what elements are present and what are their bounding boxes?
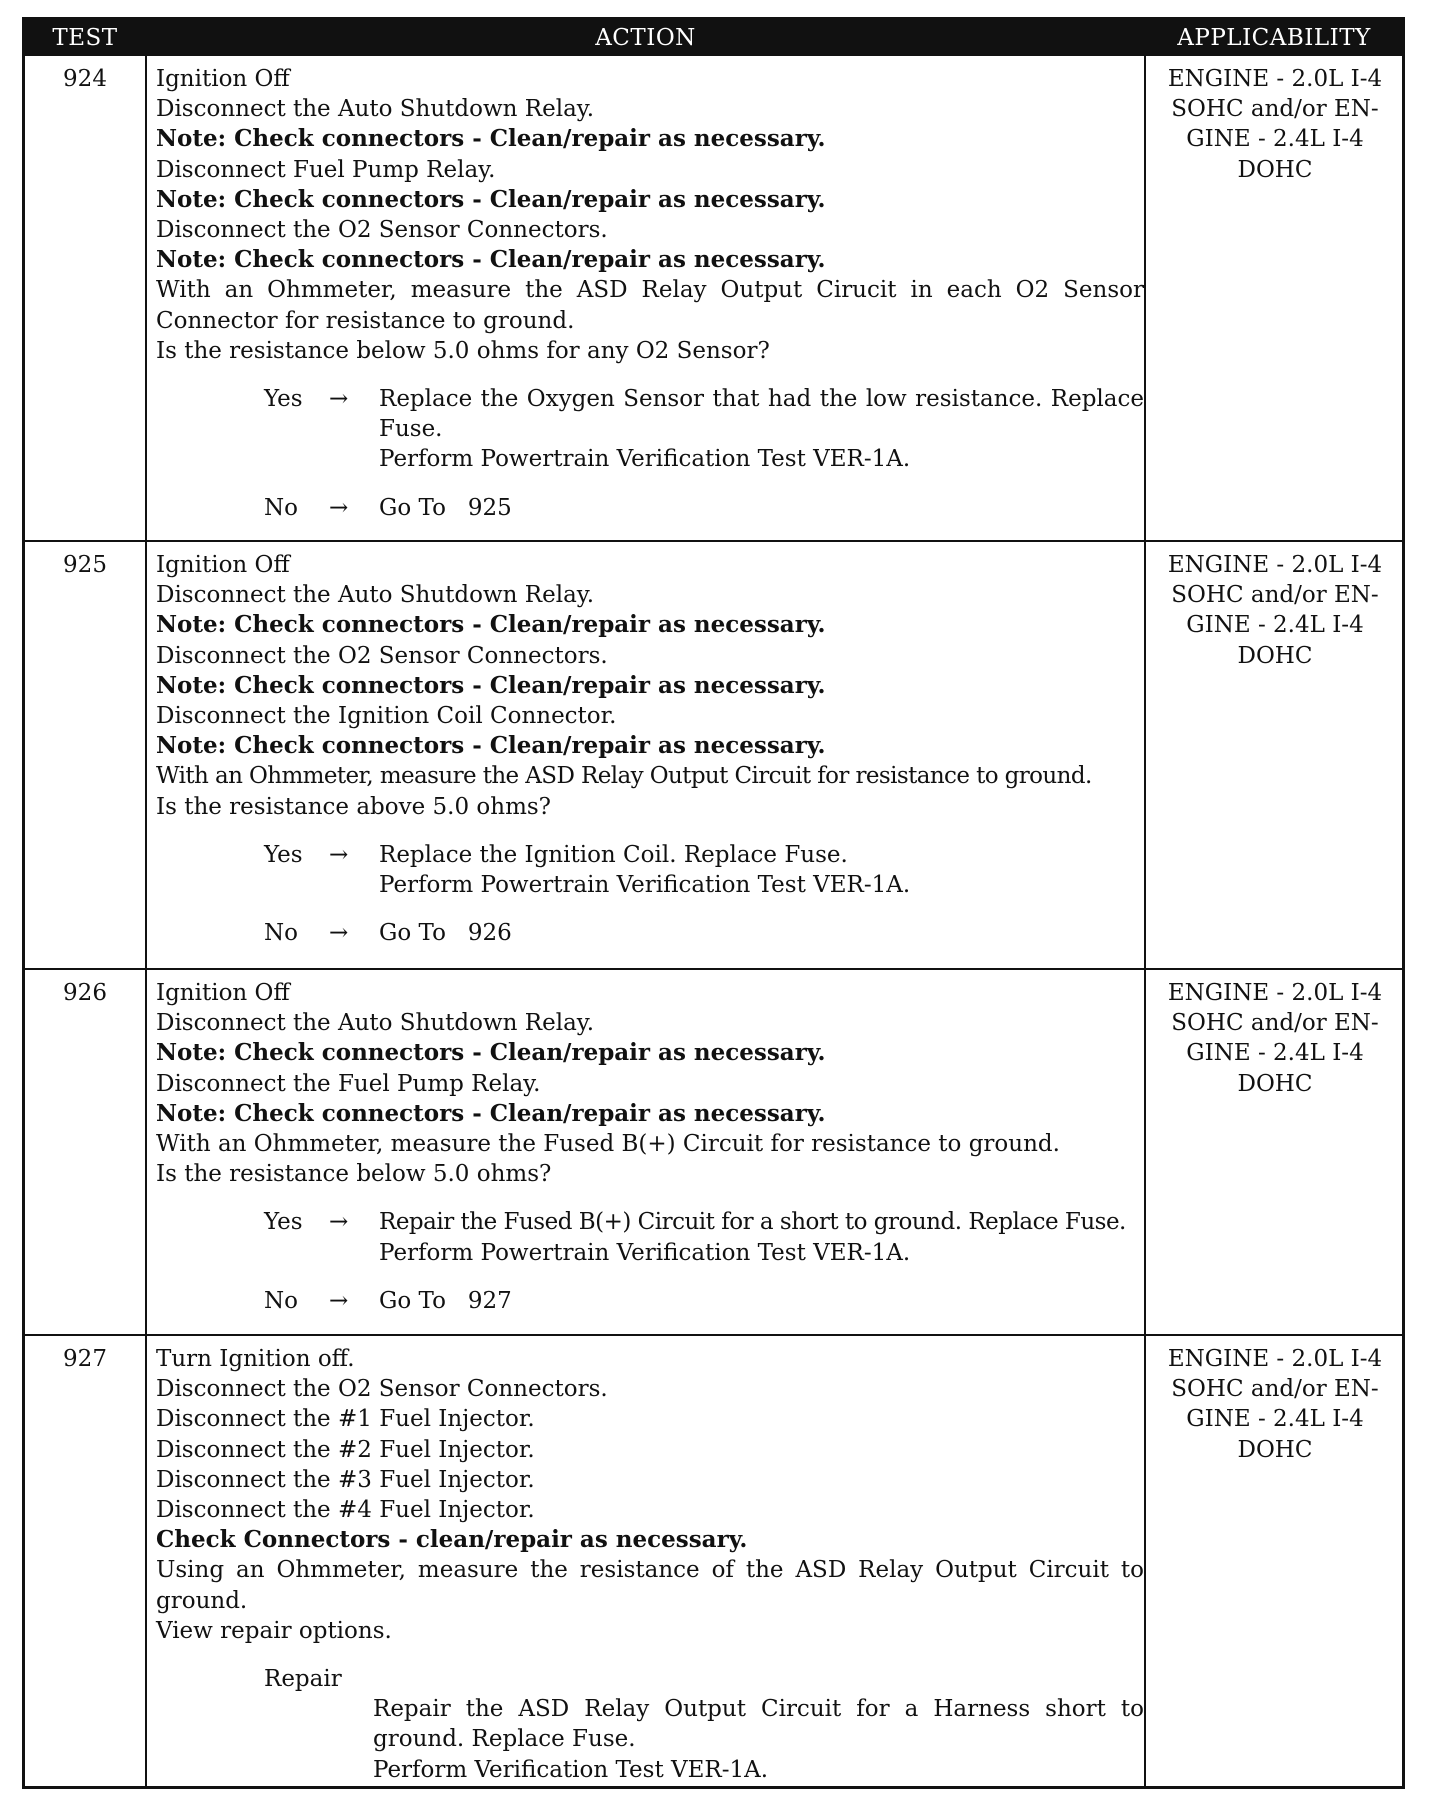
applicability-text: SOHC and/or EN- — [1171, 1010, 1379, 1037]
action-cell — [156, 64, 1144, 523]
note-text: Note: Check connectors - Clean/repair as necessary. — [156, 1099, 826, 1127]
repair-result — [373, 1694, 1144, 1785]
table-row — [25, 970, 1402, 1334]
yes-result — [379, 384, 1144, 475]
arrow-icon: → — [329, 841, 349, 868]
applicability-text: SOHC and/or EN- — [1171, 582, 1379, 609]
step-text: With an Ohmmeter, measure the ASD Relay Output Circuit for resistance to ground. — [156, 763, 1092, 790]
test-number: 926 — [63, 980, 107, 1006]
table-row — [25, 542, 1402, 968]
yes-branch — [156, 840, 1144, 900]
note-text: Note: Check connectors - Clean/repair as necessary. — [156, 1039, 826, 1067]
applicability-text: DOHC — [1237, 1436, 1313, 1463]
note-text: Note: Check connectors - Clean/repair as necessary. — [156, 246, 826, 274]
result-text: Repair the ASD Relay Output Circuit for a Harness short to — [373, 1696, 1144, 1723]
applicability-text: SOHC and/or EN- — [1171, 1376, 1379, 1403]
result-text: Perform Verification Test VER-1A. — [373, 1756, 769, 1783]
step-text: ground. — [156, 1587, 248, 1614]
step-text: View repair options. — [156, 1617, 392, 1644]
no-branch — [156, 1286, 1144, 1316]
yes-label: Yes — [264, 841, 303, 868]
step-text: Ignition Off — [156, 980, 290, 1006]
repair-label: Repair — [264, 1666, 342, 1693]
table-header — [25, 20, 1402, 56]
no-result: Go To 925 — [379, 494, 512, 521]
yes-branch — [156, 1207, 1144, 1267]
question-text: Is the resistance below 5.0 ohms for any O2 Sensor? — [156, 337, 770, 364]
no-branch — [156, 493, 1144, 523]
test-number: 925 — [63, 552, 107, 578]
header-action: ACTION — [595, 25, 696, 51]
note-text: Note: Check connectors - Clean/repair as necessary. — [156, 185, 826, 213]
result-text: Fuse. — [379, 416, 443, 443]
result-text: ground. Replace Fuse. — [373, 1726, 636, 1753]
diagnostic-table — [22, 17, 1405, 1789]
applicability-cell — [1149, 550, 1401, 671]
test-number: 927 — [63, 1346, 107, 1372]
step-text: Disconnect the Auto Shutdown Relay. — [156, 96, 595, 123]
no-label: No — [264, 1287, 298, 1314]
step-text: With an Ohmmeter, measure the Fused B(+) Circuit for resistance to ground. — [156, 1131, 1060, 1158]
action-cell — [156, 1344, 1144, 1785]
result-text: Replace the Oxygen Sensor that had the low resistance. Replace — [379, 386, 1144, 413]
step-text: Using an Ohmmeter, measure the resistance of the ASD Relay Output Circuit to — [156, 1557, 1144, 1584]
arrow-icon: → — [329, 1287, 349, 1314]
step-text: Disconnect the Ignition Coil Connector. — [156, 703, 617, 730]
applicability-text: SOHC and/or EN- — [1171, 96, 1379, 123]
result-text: Perform Powertrain Verification Test VER-1A. — [379, 1239, 911, 1266]
applicability-cell — [1149, 978, 1401, 1099]
arrow-icon: → — [329, 920, 349, 947]
step-text: Disconnect Fuel Pump Relay. — [156, 156, 496, 183]
applicability-text: ENGINE - 2.0L I-4 — [1167, 552, 1383, 578]
step-text: Disconnect the #3 Fuel Injector. — [156, 1466, 535, 1493]
table-row — [25, 56, 1402, 540]
applicability-text: DOHC — [1237, 1070, 1313, 1097]
result-text: Perform Powertrain Verification Test VER-1A. — [379, 872, 911, 899]
question-text: Is the resistance below 5.0 ohms? — [156, 1161, 552, 1188]
applicability-text: GINE - 2.4L I-4 — [1186, 126, 1364, 153]
question-text: Is the resistance above 5.0 ohms? — [156, 793, 552, 820]
note-text: Note: Check connectors - Clean/repair as necessary. — [156, 732, 826, 760]
action-cell — [156, 978, 1144, 1316]
no-result: Go To 926 — [379, 920, 512, 947]
step-text: Disconnect the Auto Shutdown Relay. — [156, 1010, 595, 1037]
note-text: Note: Check connectors - Clean/repair as necessary. — [156, 611, 826, 639]
step-text: Disconnect the O2 Sensor Connectors. — [156, 642, 608, 669]
step-text: Ignition Off — [156, 552, 290, 578]
applicability-text: ENGINE - 2.0L I-4 — [1167, 1346, 1383, 1372]
yes-label: Yes — [264, 1209, 303, 1236]
arrow-icon: → — [329, 386, 349, 413]
action-cell — [156, 550, 1144, 948]
yes-branch — [156, 384, 1144, 475]
no-result: Go To 927 — [379, 1287, 512, 1314]
result-text: Replace the Ignition Coil. Replace Fuse. — [379, 841, 848, 868]
header-test: TEST — [52, 25, 118, 51]
step-text: Disconnect the O2 Sensor Connectors. — [156, 217, 608, 244]
applicability-text: ENGINE - 2.0L I-4 — [1167, 980, 1383, 1006]
applicability-cell — [1149, 64, 1401, 185]
step-text: Disconnect the #4 Fuel Injector. — [156, 1497, 535, 1524]
note-text: Check Connectors - clean/repair as necessary. — [156, 1526, 748, 1554]
yes-result — [379, 1207, 1144, 1267]
step-text: Disconnect the Fuel Pump Relay. — [156, 1070, 541, 1097]
header-applicability: APPLICABILITY — [1177, 25, 1371, 51]
applicability-cell — [1149, 1344, 1401, 1465]
test-number: 924 — [63, 66, 107, 92]
applicability-text: DOHC — [1237, 642, 1313, 669]
step-text: With an Ohmmeter, measure the ASD Relay Output Cirucit in each O2 Sensor — [156, 277, 1144, 304]
arrow-icon: → — [329, 494, 349, 521]
result-text: Repair the Fused B(+) Circuit for a short to ground. Replace Fuse. — [379, 1209, 1126, 1236]
step-text: Turn Ignition off. — [156, 1346, 355, 1372]
step-text: Disconnect the #2 Fuel Injector. — [156, 1436, 535, 1463]
no-label: No — [264, 494, 298, 521]
step-text: Disconnect the O2 Sensor Connectors. — [156, 1376, 608, 1403]
result-text: Perform Powertrain Verification Test VER-1A. — [379, 446, 911, 473]
no-branch — [156, 918, 1144, 948]
applicability-text: ENGINE - 2.0L I-4 — [1167, 66, 1383, 92]
no-label: No — [264, 920, 298, 947]
step-text: Disconnect the #1 Fuel Injector. — [156, 1406, 535, 1433]
note-text: Note: Check connectors - Clean/repair as necessary. — [156, 671, 826, 699]
step-text: Ignition Off — [156, 66, 290, 92]
step-text: Disconnect the Auto Shutdown Relay. — [156, 582, 595, 609]
note-text: Note: Check connectors - Clean/repair as necessary. — [156, 125, 826, 153]
applicability-text: GINE - 2.4L I-4 — [1186, 1040, 1364, 1067]
applicability-text: GINE - 2.4L I-4 — [1186, 1406, 1364, 1433]
applicability-text: DOHC — [1237, 156, 1313, 183]
applicability-text: GINE - 2.4L I-4 — [1186, 612, 1364, 639]
yes-label: Yes — [264, 386, 303, 413]
table-row — [25, 1336, 1402, 1786]
yes-result — [379, 840, 1144, 900]
step-text: Connector for resistance to ground. — [156, 307, 575, 334]
arrow-icon: → — [329, 1209, 349, 1236]
